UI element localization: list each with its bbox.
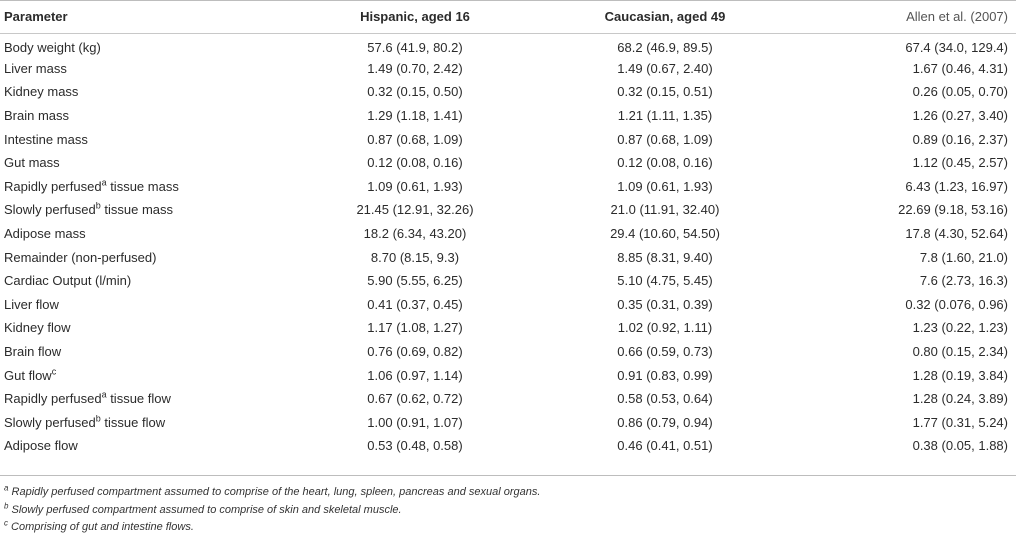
footnote-marker: b [95, 413, 101, 424]
hispanic-value: 21.45 (12.91, 32.26) [356, 202, 474, 218]
hispanic-value: 0.87 (0.68, 1.09) [367, 131, 463, 147]
caucasian-value: 0.32 (0.15, 0.51) [617, 84, 713, 100]
caucasian-value: 0.12 (0.08, 0.16) [617, 155, 713, 171]
caucasian-value: 0.35 (0.31, 0.39) [617, 296, 713, 312]
header-hispanic: Hispanic, aged 16 [290, 0, 530, 33]
allen-value: 1.23 (0.22, 1.23) [912, 320, 1008, 336]
parameter-label: Gut mass [4, 155, 60, 171]
top-rule [0, 0, 1016, 1]
allen-value: 7.8 (1.60, 21.0) [919, 249, 1008, 265]
footnote [4, 484, 540, 502]
caucasian-value: 1.21 (1.11, 1.35) [617, 108, 713, 124]
hispanic-value: 1.29 (1.18, 1.41) [367, 108, 463, 124]
footnotes [4, 484, 540, 537]
table-row [0, 33, 1016, 57]
parameter-cell [0, 316, 290, 340]
caucasian-value: 8.85 (8.31, 9.40) [617, 249, 713, 265]
footnote-marker: b [95, 201, 101, 212]
hispanic-value: 18.2 (6.34, 43.20) [363, 226, 467, 242]
caucasian-value: 1.09 (0.61, 1.93) [617, 178, 713, 194]
allen-value: 0.38 (0.05, 1.88) [912, 438, 1008, 454]
allen-value: 17.8 (4.30, 52.64) [905, 226, 1008, 242]
parameter-label: Gut flow [4, 367, 52, 383]
parameter-label-suffix: tissue flow [100, 414, 166, 430]
footnote-marker: a [101, 389, 107, 400]
parameter-label: Intestine mass [4, 131, 88, 147]
caucasian-value: 0.66 (0.59, 0.73) [617, 344, 713, 360]
hispanic-value: 0.32 (0.15, 0.50) [367, 84, 463, 100]
parameter-cell [0, 57, 290, 81]
footnote [4, 502, 540, 520]
table-row [0, 316, 1016, 340]
table-row [0, 245, 1016, 269]
caucasian-value: 0.58 (0.53, 0.64) [617, 391, 713, 407]
hispanic-value: 0.53 (0.48, 0.58) [367, 438, 463, 454]
table-row [0, 434, 1016, 458]
parameter-cell [0, 175, 290, 199]
parameter-label: Remainder (non-perfused) [4, 249, 157, 265]
allen-value: 1.77 (0.31, 5.24) [912, 414, 1008, 430]
table-row [0, 340, 1016, 364]
hispanic-value: 1.06 (0.97, 1.14) [367, 367, 463, 383]
footnote-mark: a [4, 483, 9, 493]
caucasian-value: 21.0 (11.91, 32.40) [610, 202, 720, 218]
parameter-cell [0, 411, 290, 435]
allen-value: 0.32 (0.076, 0.96) [905, 296, 1008, 312]
parameter-label: Brain flow [4, 344, 62, 360]
parameter-label-suffix: tissue flow [106, 391, 171, 407]
allen-value: 0.26 (0.05, 0.70) [912, 84, 1008, 100]
allen-value: 7.6 (2.73, 16.3) [919, 273, 1008, 289]
hispanic-value: 1.00 (0.91, 1.07) [367, 414, 463, 430]
parameter-label: Cardiac Output (l/min) [4, 273, 132, 289]
allen-value: 1.12 (0.45, 2.57) [912, 155, 1008, 171]
hispanic-value: 0.67 (0.62, 0.72) [367, 391, 463, 407]
caucasian-value: 29.4 (10.60, 54.50) [610, 226, 720, 242]
parameter-label: Body weight (kg) [4, 39, 101, 55]
allen-value: 0.80 (0.15, 2.34) [912, 344, 1008, 360]
parameter-cell [0, 80, 290, 104]
caucasian-value: 0.87 (0.68, 1.09) [617, 131, 713, 147]
parameter-label: Adipose flow [4, 438, 78, 454]
footnote-mark: c [4, 518, 8, 528]
hispanic-value: 0.76 (0.69, 0.82) [367, 344, 463, 360]
table-body [0, 33, 1016, 458]
allen-value: 1.28 (0.24, 3.89) [912, 391, 1008, 407]
parameter-label: Liver flow [4, 296, 59, 312]
parameter-cell [0, 151, 290, 175]
footnote-mark: b [4, 500, 9, 510]
footnote-text: Rapidly perfused compartment assumed to comprise of the heart, lung, spleen, pancreas and sexual organs. [8, 486, 541, 498]
parameter-label: Slowly perfused [4, 414, 96, 430]
hispanic-value: 8.70 (8.15, 9.3) [370, 249, 460, 265]
allen-value: 1.67 (0.46, 4.31) [912, 60, 1008, 76]
caucasian-value: 5.10 (4.75, 5.45) [617, 273, 713, 289]
footnote [4, 519, 540, 537]
parameter-cell [0, 269, 290, 293]
parameter-cell [0, 363, 290, 387]
hispanic-value: 1.09 (0.61, 1.93) [367, 178, 463, 194]
parameter-cell [0, 387, 290, 411]
table-row [0, 104, 1016, 128]
table-row [0, 363, 1016, 387]
parameter-cell [0, 127, 290, 151]
header-parameter: Parameter [0, 0, 290, 33]
parameter-cell [0, 293, 290, 317]
table-row [0, 127, 1016, 151]
table-row [0, 198, 1016, 222]
table-row [0, 57, 1016, 81]
parameter-label-suffix: tissue mass [106, 178, 179, 194]
parameter-label: Rapidly perfused [4, 391, 102, 407]
header-allen: Allen et al. (2007) [770, 0, 1016, 33]
table-row [0, 222, 1016, 246]
parameter-cell [0, 340, 290, 364]
parameter-cell [0, 434, 290, 458]
parameter-cell [0, 104, 290, 128]
parameter-label: Slowly perfused [4, 202, 96, 218]
caucasian-value: 0.86 (0.79, 0.94) [617, 414, 713, 430]
allen-value: 22.69 (9.18, 53.16) [898, 202, 1008, 218]
caucasian-value: 1.49 (0.67, 2.40) [617, 60, 713, 76]
caucasian-value: 68.2 (46.9, 89.5) [617, 39, 713, 55]
allen-value: 6.43 (1.23, 16.97) [905, 178, 1008, 194]
table-row [0, 293, 1016, 317]
allen-value: 1.28 (0.19, 3.84) [912, 367, 1008, 383]
table-row [0, 151, 1016, 175]
table-row [0, 175, 1016, 199]
parameter-cell [0, 198, 290, 222]
header-caucasian: Caucasian, aged 49 [530, 0, 770, 33]
footnote-marker: c [51, 366, 57, 377]
parameter-label: Adipose mass [4, 226, 86, 242]
allen-value: 67.4 (34.0, 129.4) [905, 39, 1008, 55]
hispanic-value: 5.90 (5.55, 6.25) [367, 273, 463, 289]
table-row [0, 269, 1016, 293]
parameter-cell [0, 33, 290, 57]
hispanic-value: 0.12 (0.08, 0.16) [367, 155, 463, 171]
parameter-cell [0, 245, 290, 269]
allen-value: 0.89 (0.16, 2.37) [912, 131, 1008, 147]
hispanic-value: 1.49 (0.70, 2.42) [367, 60, 463, 76]
caucasian-value: 1.02 (0.92, 1.11) [617, 320, 713, 336]
parameter-cell [0, 222, 290, 246]
parameter-label: Brain mass [4, 108, 70, 124]
footnote-marker: a [101, 177, 107, 188]
header-row [0, 0, 1016, 33]
parameter-label: Kidney mass [4, 84, 79, 100]
allen-value: 1.26 (0.27, 3.40) [912, 108, 1008, 124]
footnote-text: Comprising of gut and intestine flows. [8, 521, 194, 533]
bottom-rule [0, 475, 1016, 476]
parameter-label: Liver mass [4, 60, 67, 76]
hispanic-value: 0.41 (0.37, 0.45) [367, 296, 463, 312]
footnote-text: Slowly perfused compartment assumed to comprise of skin and skeletal muscle. [8, 503, 402, 516]
table-row [0, 387, 1016, 411]
caucasian-value: 0.91 (0.83, 0.99) [617, 367, 713, 383]
parameter-label-suffix: tissue mass [100, 202, 174, 218]
hispanic-value: 1.17 (1.08, 1.27) [367, 320, 463, 336]
parameter-label: Kidney flow [4, 320, 71, 336]
table-row [0, 411, 1016, 435]
table-row [0, 80, 1016, 104]
parameter-label: Rapidly perfused [4, 178, 102, 194]
caucasian-value: 0.46 (0.41, 0.51) [617, 438, 713, 454]
hispanic-value: 57.6 (41.9, 80.2) [367, 39, 463, 55]
